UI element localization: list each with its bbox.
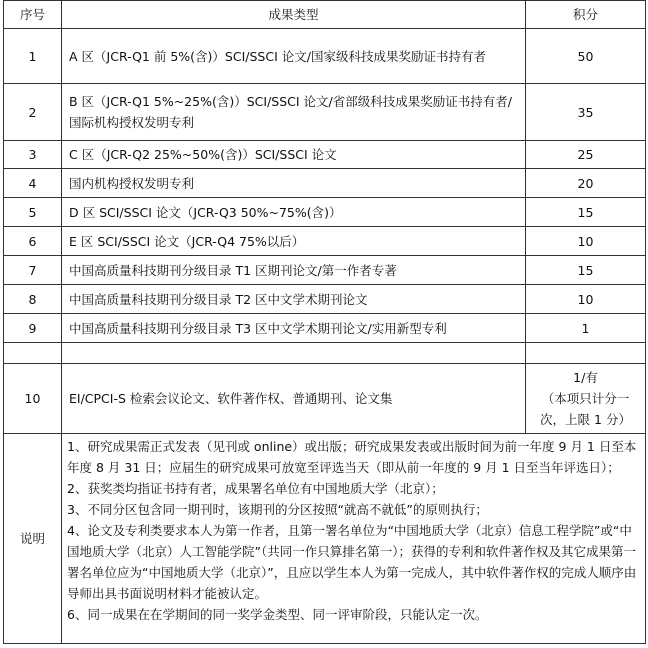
row-type: C 区（JCR-Q2 25%~50%(含)）SCI/SSCI 论文	[62, 141, 526, 169]
note-item: 1、研究成果需正式发表（见刊或 online）或出版；研究成果发表或出版时间为前一年度 9 月 1 日至本年度 8 月 31 日；应届生的研究成果可放宽至评选当天（即从前一年度的 9 月 1 日至当年评选日）；	[67, 439, 637, 475]
row-points: 50	[526, 29, 646, 84]
row-type: 中国高质量科技期刊分级目录 T1 区期刊论文/第一作者专著	[62, 256, 526, 285]
row-points: 10	[526, 285, 646, 314]
header-row	[4, 1, 646, 29]
row-seq: 8	[4, 285, 62, 314]
row-seq: 2	[4, 84, 62, 141]
row-points: 1	[526, 314, 646, 343]
row-points: 15	[526, 198, 646, 227]
score-table	[3, 0, 646, 644]
row-points: 20	[526, 169, 646, 198]
table-row	[4, 169, 646, 198]
row-type: D 区 SCI/SSCI 论文（JCR-Q3 50%~75%(含)）	[62, 198, 526, 227]
table-row	[4, 285, 646, 314]
row-type: E 区 SCI/SSCI 论文（JCR-Q4 75%以后）	[62, 227, 526, 256]
empty-cell	[62, 343, 526, 364]
table-row	[4, 198, 646, 227]
header-type: 成果类型	[62, 1, 526, 29]
row-seq: 7	[4, 256, 62, 285]
notes-content	[62, 434, 646, 644]
row-type: A 区（JCR-Q1 前 5%(含)）SCI/SSCI 论文/国家级科技成果奖励证书持有者	[62, 29, 526, 84]
empty-cell	[526, 343, 646, 364]
table-row	[4, 314, 646, 343]
note-item: 6、同一成果在在学期间的同一奖学金类型、同一评审阶段，只能认定一次。	[67, 607, 488, 622]
row-seq: 4	[4, 169, 62, 198]
notes-label: 说明	[4, 434, 62, 644]
points-note: （本项只计分一次，上限 1 分）	[540, 391, 631, 427]
row-seq: 10	[4, 364, 62, 434]
table-row	[4, 141, 646, 169]
row-seq: 9	[4, 314, 62, 343]
note-item: 2、获奖类均指证书持有者，成果署名单位有中国地质大学（北京）；	[67, 481, 444, 496]
row-points: 25	[526, 141, 646, 169]
table-row	[4, 256, 646, 285]
empty-cell	[4, 343, 62, 364]
row-seq: 5	[4, 198, 62, 227]
header-points: 积分	[526, 1, 646, 29]
table-row	[4, 364, 646, 434]
table-row	[4, 84, 646, 141]
row-type: 中国高质量科技期刊分级目录 T2 区中文学术期刊论文	[62, 285, 526, 314]
row-seq: 1	[4, 29, 62, 84]
empty-row	[4, 343, 646, 364]
notes-row	[4, 434, 646, 644]
row-type: 国内机构授权发明专利	[62, 169, 526, 198]
row-type: 中国高质量科技期刊分级目录 T3 区中文学术期刊论文/实用新型专利	[62, 314, 526, 343]
row-points	[526, 364, 646, 434]
row-seq: 3	[4, 141, 62, 169]
row-type: B 区（JCR-Q1 5%~25%(含)）SCI/SSCI 论文/省部级科技成果奖励证书持有者/国际机构授权发明专利	[62, 84, 526, 141]
table-row	[4, 227, 646, 256]
table-row	[4, 29, 646, 84]
note-item: 3、不同分区包含同一期刊时，该期刊的分区按照“就高不就低”的原则执行；	[67, 502, 488, 517]
row-type: EI/CPCI-S 检索会议论文、软件著作权、普通期刊、论文集	[62, 364, 526, 434]
header-seq: 序号	[4, 1, 62, 29]
note-item: 4、论文及专利类要求本人为第一作者，且第一署名单位为“中国地质大学（北京）信息工程学院”或“中国地质大学（北京）人工智能学院”（共同一作只算排名第一）；获得的专利和软件著作权及其它成果第一署名单位应为“中国地质大学（北京）”，且应以学生本人为第一完成人，其中软件著作权的完成人顺序由导师出具书面说明材料才能被认定。	[67, 523, 637, 601]
row-points: 15	[526, 256, 646, 285]
points-value: 1/有	[573, 370, 598, 385]
row-seq: 6	[4, 227, 62, 256]
row-points: 10	[526, 227, 646, 256]
row-points: 35	[526, 84, 646, 141]
